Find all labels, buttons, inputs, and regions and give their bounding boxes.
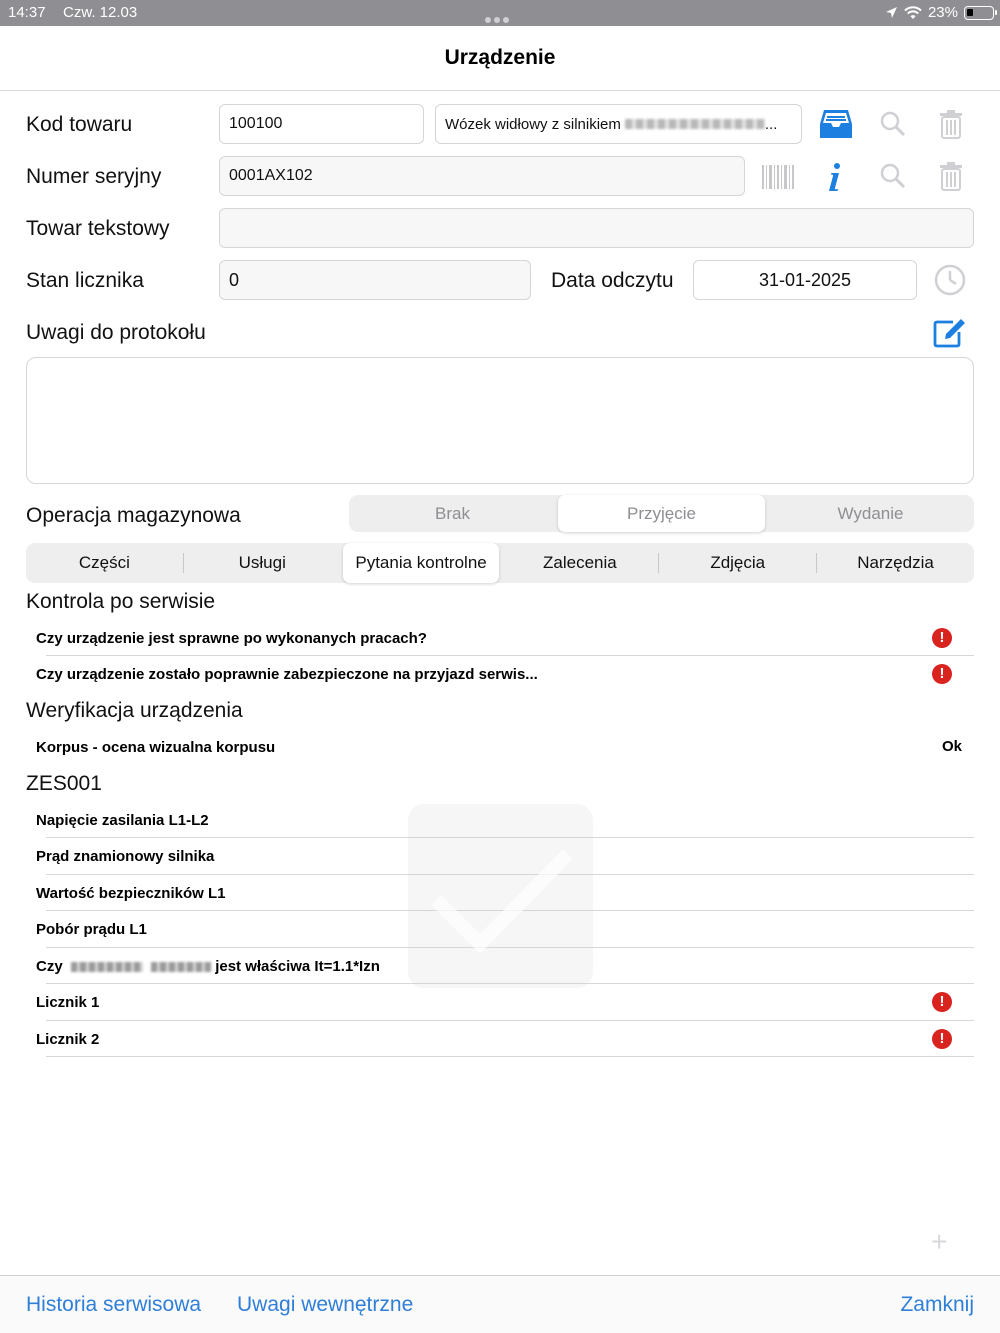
zamknij-button[interactable]: Zamknij: [900, 1293, 974, 1316]
trash-icon[interactable]: [935, 108, 967, 140]
blurred-text: [151, 962, 211, 972]
search-icon-serial[interactable]: [877, 160, 909, 192]
edit-icon[interactable]: [932, 316, 968, 350]
tab-zdjecia[interactable]: Zdjęcia: [710, 553, 766, 572]
alert-icon: !: [932, 628, 952, 648]
operacja-option-przyjecie[interactable]: Przyjęcie: [558, 495, 765, 532]
uwagi-label: Uwagi do protokołu: [26, 321, 206, 344]
search-icon[interactable]: [877, 108, 909, 140]
kod-towaru-label: Kod towaru: [26, 113, 133, 136]
checkmark-icon: [408, 804, 593, 988]
question-text: Licznik 2: [36, 1030, 100, 1048]
add-icon[interactable]: +: [931, 1226, 948, 1257]
section-title: ZES001: [26, 772, 102, 795]
question-text: Pobór prądu L1: [36, 920, 147, 938]
towar-tekstowy-label: Towar tekstowy: [26, 217, 170, 240]
operacja-option-wydanie[interactable]: Wydanie: [837, 503, 904, 523]
towar-tekstowy-input[interactable]: [219, 208, 974, 248]
list-item[interactable]: [36, 656, 974, 692]
question-text: Wartość bezpieczników L1: [36, 884, 226, 902]
kod-towaru-input[interactable]: [219, 104, 424, 144]
stan-licznika-value: 0: [229, 269, 240, 290]
location-arrow-icon: [885, 6, 898, 19]
answer-value: Ok: [942, 738, 963, 755]
info-icon[interactable]: [820, 160, 850, 194]
question-text: Napięcie zasilania L1-L2: [36, 811, 209, 829]
blurred-text: [71, 962, 143, 972]
alert-icon: !: [932, 664, 952, 684]
list-item[interactable]: [36, 1021, 974, 1057]
barcode-icon[interactable]: [760, 161, 796, 193]
list-item[interactable]: [36, 984, 974, 1020]
status-bar: [0, 0, 1000, 26]
data-odczytu-label: Data odczytu: [551, 269, 674, 292]
battery-icon: [964, 6, 994, 20]
status-time: 14:37: [8, 4, 46, 21]
page-title: Urządzenie: [444, 46, 556, 69]
alert-icon: !: [932, 1029, 952, 1049]
operacja-label: Operacja magazynowa: [26, 504, 241, 527]
alert-icon: !: [932, 992, 952, 1012]
kod-towaru-value: 100100: [229, 115, 283, 132]
blurred-text: [625, 119, 765, 129]
tab-pytania-kontrolne[interactable]: Pytania kontrolne: [343, 543, 500, 583]
row-separator: [46, 1056, 974, 1057]
list-item[interactable]: [36, 620, 974, 656]
kod-towaru-description-text: Wózek widłowy z silnikiem: [445, 115, 621, 133]
tab-zalecenia[interactable]: Zalecenia: [543, 553, 617, 572]
question-text: Prąd znamionowy silnika: [36, 847, 215, 865]
numer-seryjny-input[interactable]: [219, 156, 745, 196]
question-text-prefix: Czy: [36, 957, 63, 975]
stan-licznika-input[interactable]: [219, 260, 531, 300]
battery-percent: 23%: [927, 4, 958, 21]
trash-icon-serial[interactable]: [935, 160, 967, 192]
operacja-segmented-control: [349, 495, 974, 532]
status-date: Czw. 12.03: [63, 4, 138, 21]
question-text: Czy urządzenie jest sprawne po wykonanych pracach?: [36, 629, 427, 647]
uwagi-textarea[interactable]: [26, 357, 974, 484]
question-text: Licznik 1: [36, 993, 100, 1011]
section-title: Kontrola po serwisie: [26, 590, 216, 613]
data-odczytu-input[interactable]: [693, 260, 917, 300]
question-text-suffix: jest właściwa It=1.1*Izn: [215, 957, 380, 975]
numer-seryjny-label: Numer seryjny: [26, 165, 162, 188]
numer-seryjny-value: 0001AX102: [229, 167, 313, 184]
list-item[interactable]: [36, 729, 974, 765]
wifi-icon: [904, 6, 922, 20]
inbox-tray-icon[interactable]: [818, 106, 854, 142]
kod-towaru-description: [435, 104, 802, 144]
multitasking-dots-icon[interactable]: [485, 10, 515, 16]
tab-uslugi[interactable]: Usługi: [238, 553, 286, 572]
uwagi-wewnetrzne-button[interactable]: Uwagi wewnętrzne: [237, 1293, 414, 1316]
data-odczytu-value: 31-01-2025: [758, 269, 852, 290]
question-text: Czy urządzenie zostało poprawnie zabezpieczone na przyjazd serwis...: [36, 665, 538, 683]
operacja-option-brak[interactable]: Brak: [435, 503, 470, 523]
question-text: Korpus - ocena wizualna korpusu: [36, 738, 276, 756]
bottom-toolbar: [0, 1275, 1000, 1333]
tab-czesci[interactable]: Części: [78, 553, 130, 572]
checkmark-overlay: [408, 804, 593, 988]
stan-licznika-label: Stan licznika: [26, 269, 144, 292]
status-right: [885, 4, 994, 21]
clock-icon[interactable]: [933, 263, 967, 297]
kod-towaru-description-ellipsis: ...: [764, 115, 778, 133]
nav-bar: [0, 26, 1000, 91]
historia-serwisowa-button[interactable]: Historia serwisowa: [26, 1293, 202, 1316]
section-title: Weryfikacja urządzenia: [26, 699, 243, 722]
tab-narzedzia[interactable]: Narzędzia: [857, 553, 934, 572]
tab-bar: [26, 543, 974, 583]
